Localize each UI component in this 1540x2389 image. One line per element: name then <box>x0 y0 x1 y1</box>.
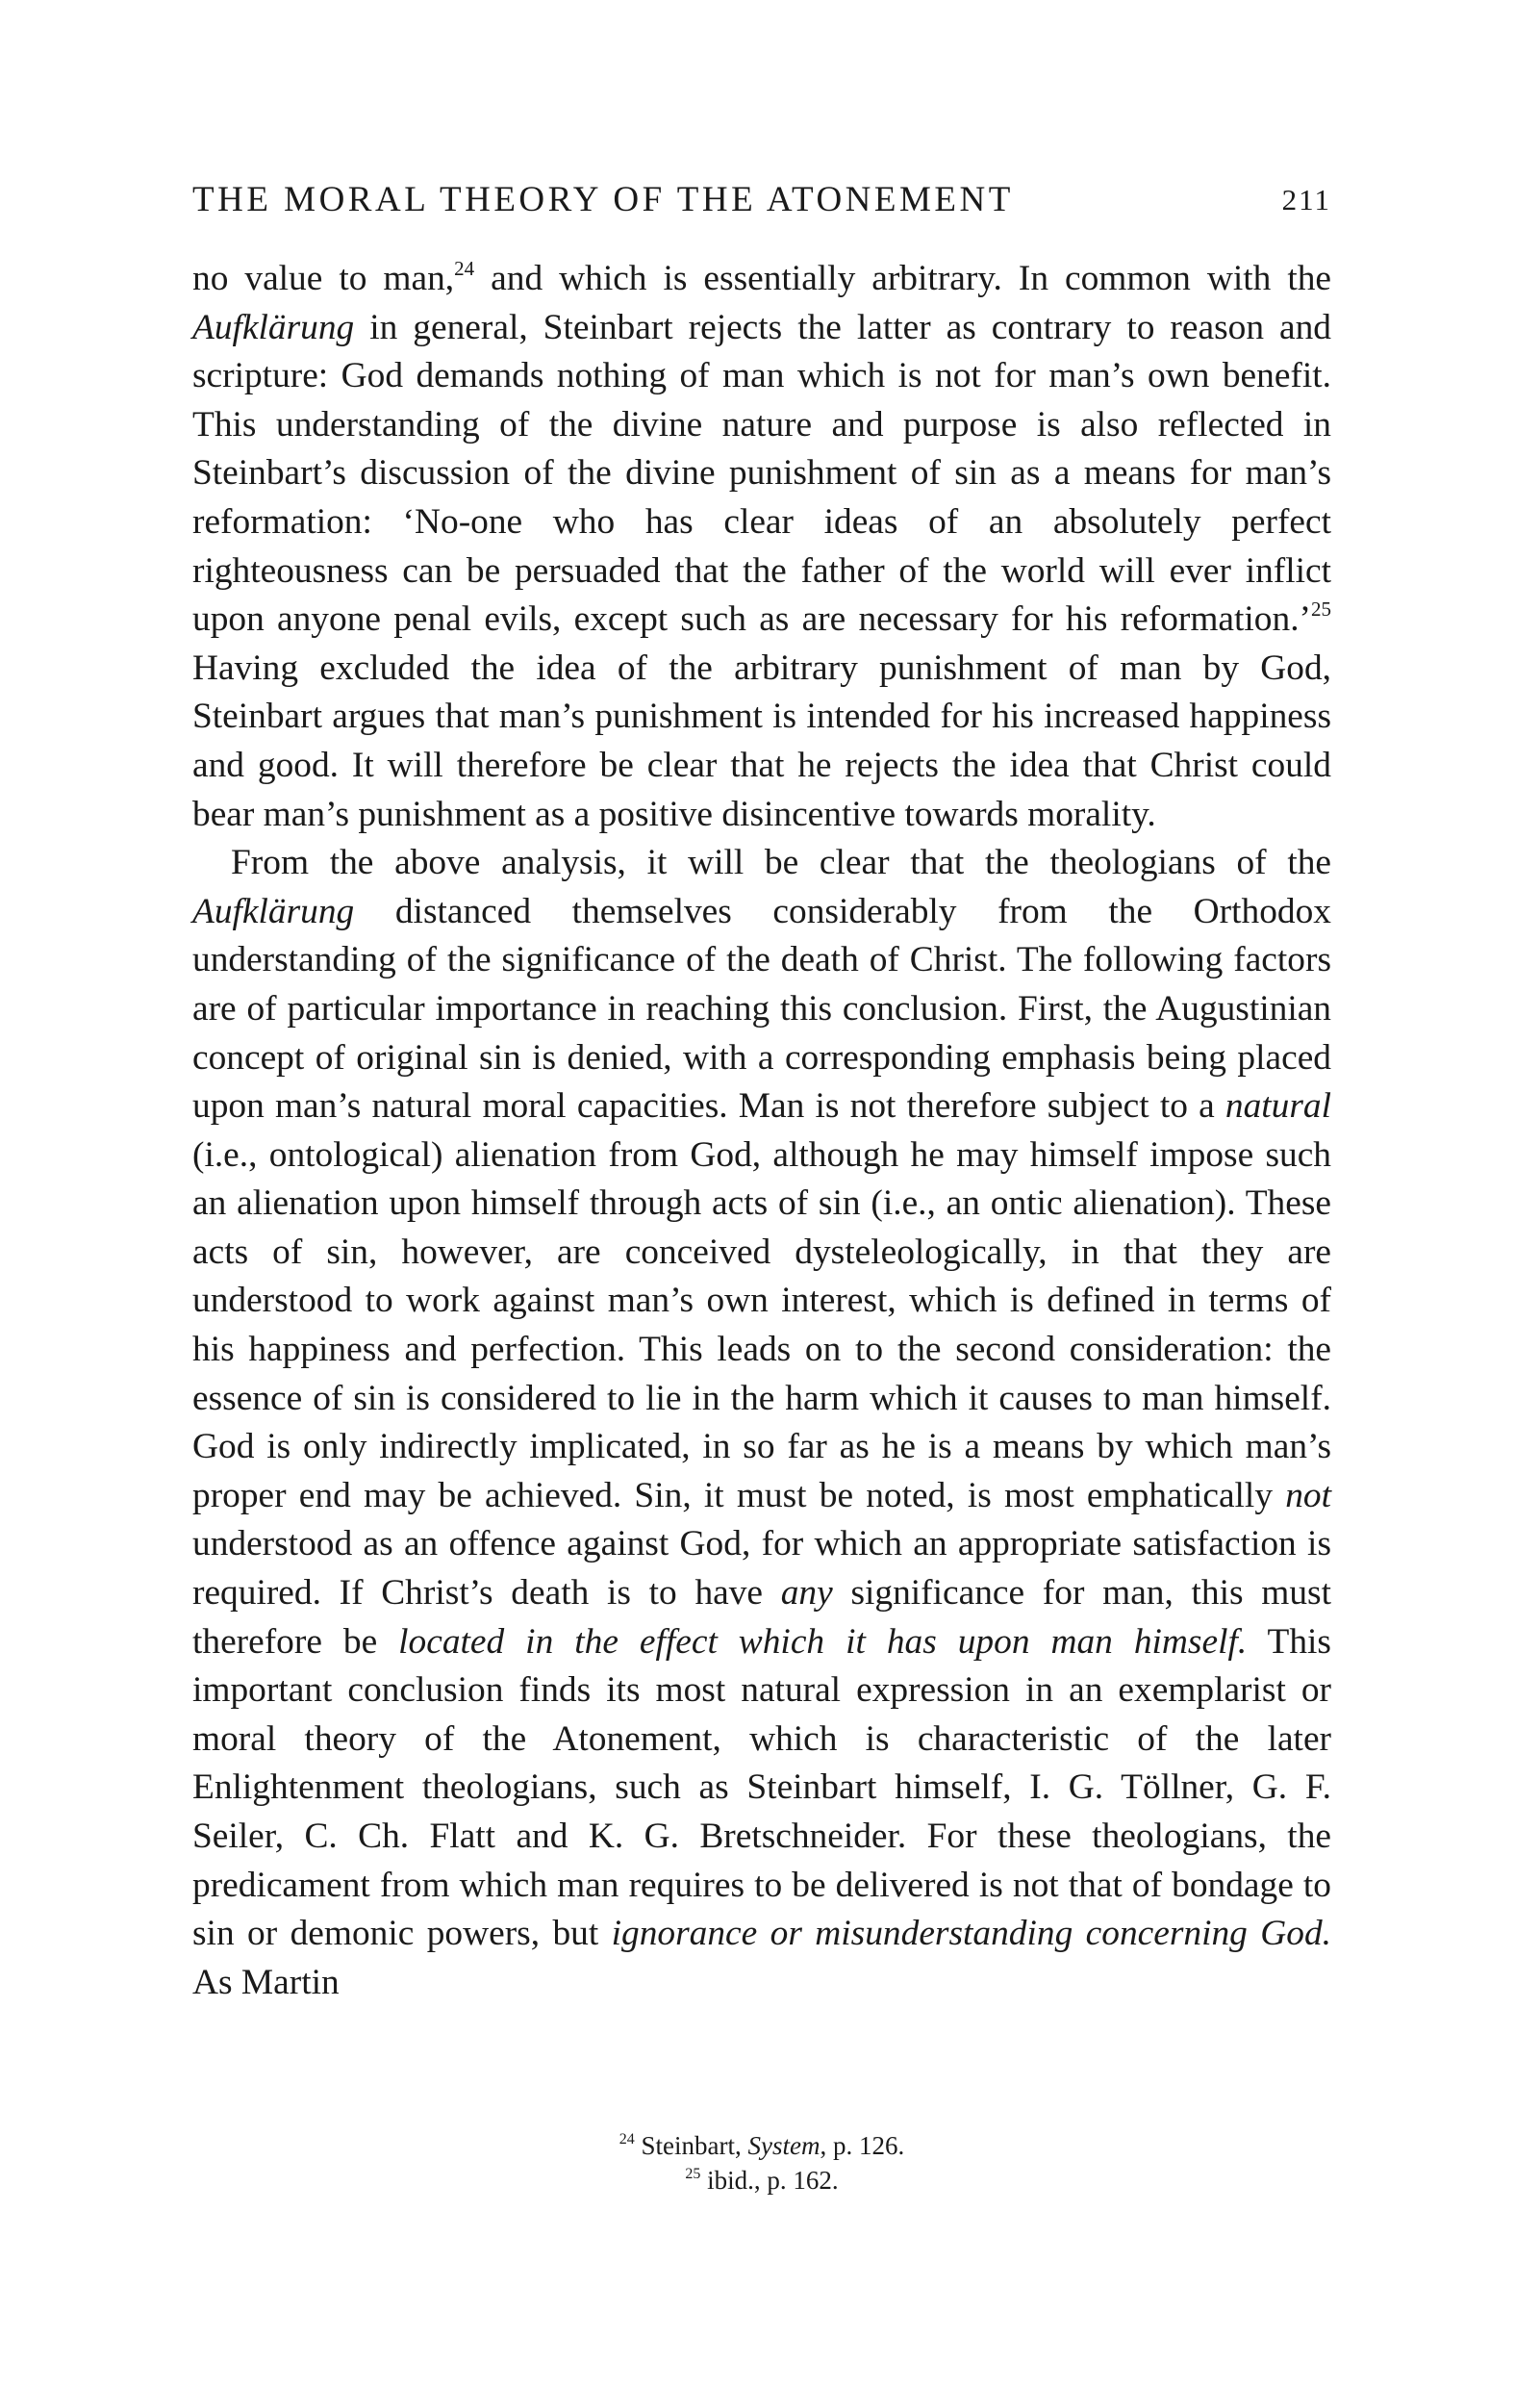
paragraph-2 <box>192 839 1331 2007</box>
text-run: This important conclusion finds its most natural expression in an exemplarist or moral theory of the Atonement, which is characteristic of the later Enlightenment theologians, such as Steinbart himself, I. G. Töllner, G. F. Seiler, C. Ch. Flatt and K. G. Bretschneider. For these theologians, the predicament from which man requires to be delivered is not that of bondage to sin or demonic powers, but <box>192 1621 1331 1954</box>
emphasis: located in the effect which it has upon man himself. <box>398 1621 1248 1662</box>
emphasis: natural <box>1224 1086 1331 1127</box>
footnote-number: 25 <box>685 2166 701 2182</box>
footnote-25 <box>192 2163 1331 2198</box>
emphasis: ignorance or misunderstanding concerning God. <box>611 1914 1332 1954</box>
text-run: Having excluded the idea of the arbitrary punishment of man by God, Steinbart argues that man’s punishment is intended for his increased happiness and good. It will therefore be clear that he rejects the idea that Christ could bear man’s punishment as a positive disincentive towards morality. <box>192 648 1331 834</box>
text-run: From the above analysis, it will be clear that the theologians of the <box>231 843 1331 883</box>
footnote-text: ibid., p. 162. <box>700 2166 839 2195</box>
footnote-number: 24 <box>619 2131 635 2148</box>
text-run: significance for man, this must therefore be <box>192 1573 1331 1662</box>
text-run: in general, Steinbart rejects the latter as contrary to reason and scripture: God demands nothing of man which is not for man’s own benefit. This understanding of the divine nature and purpose is also reflected in Steinbart’s discussion of the divine punishment of sin as a means for man’s reformation: ‘No-one who has clear ideas of an absolutely perfect righteousness can be persuaded that the father of the world will ever inflict upon anyone penal evils, except such as are necessary for his reformation.’ <box>192 307 1331 640</box>
footnote-ref-25: 25 <box>1311 597 1331 622</box>
page-number: 211 <box>1281 183 1331 216</box>
text-run: and which is essentially arbitrary. In common with the <box>474 259 1332 298</box>
text-run: understood as an offence against God, for which an appropriate satisfaction is required. If Christ’s death is to have <box>192 1524 1331 1614</box>
text-run: distanced themselves considerably from the Orthodox understanding of the significance of the death of Christ. The following factors are of particular importance in reaching this conclusion. First, the Augustinian concept of original sin is denied, with a corresponding emphasis being placed upon man’s natural moral capacities. Man is not therefore subject to a <box>192 891 1331 1127</box>
emphasis: not <box>1285 1475 1331 1515</box>
footnote-24 <box>192 2128 1331 2163</box>
footnote-text: Steinbart, <box>634 2131 748 2160</box>
footnote-ref-24: 24 <box>454 257 475 280</box>
body-text <box>192 255 1331 2007</box>
emphasis: Aufklärung <box>192 891 355 931</box>
text-run: no value to man, <box>192 259 455 298</box>
footnotes <box>192 2128 1331 2198</box>
running-head <box>192 179 1331 227</box>
text-run: As Martin <box>192 1962 340 2002</box>
emphasis: any <box>780 1573 833 1614</box>
footnote-title: System <box>747 2131 820 2160</box>
text-run: (i.e., ontological) alienation from God, although he may himself impose such an alienation upon himself through acts of sin (i.e., an ontic alienation). These acts of sin, however, are conceived dysteleologically, in that they are understood to work against man’s own interest, which is defined in terms of his happiness and perfection. This leads on to the second consideration: the essence of sin is considered to lie in the harm which it causes to man himself. God is only indirectly implicated, in so far as he is a means by which man’s proper end may be achieved. Sin, it must be noted, is most emphatically <box>192 1134 1331 1515</box>
paragraph-1 <box>192 255 1331 839</box>
running-title: THE MORAL THEORY OF THE ATONEMENT <box>192 180 1014 219</box>
emphasis: Aufklärung <box>192 307 355 347</box>
footnote-text: , p. 126. <box>820 2131 905 2160</box>
